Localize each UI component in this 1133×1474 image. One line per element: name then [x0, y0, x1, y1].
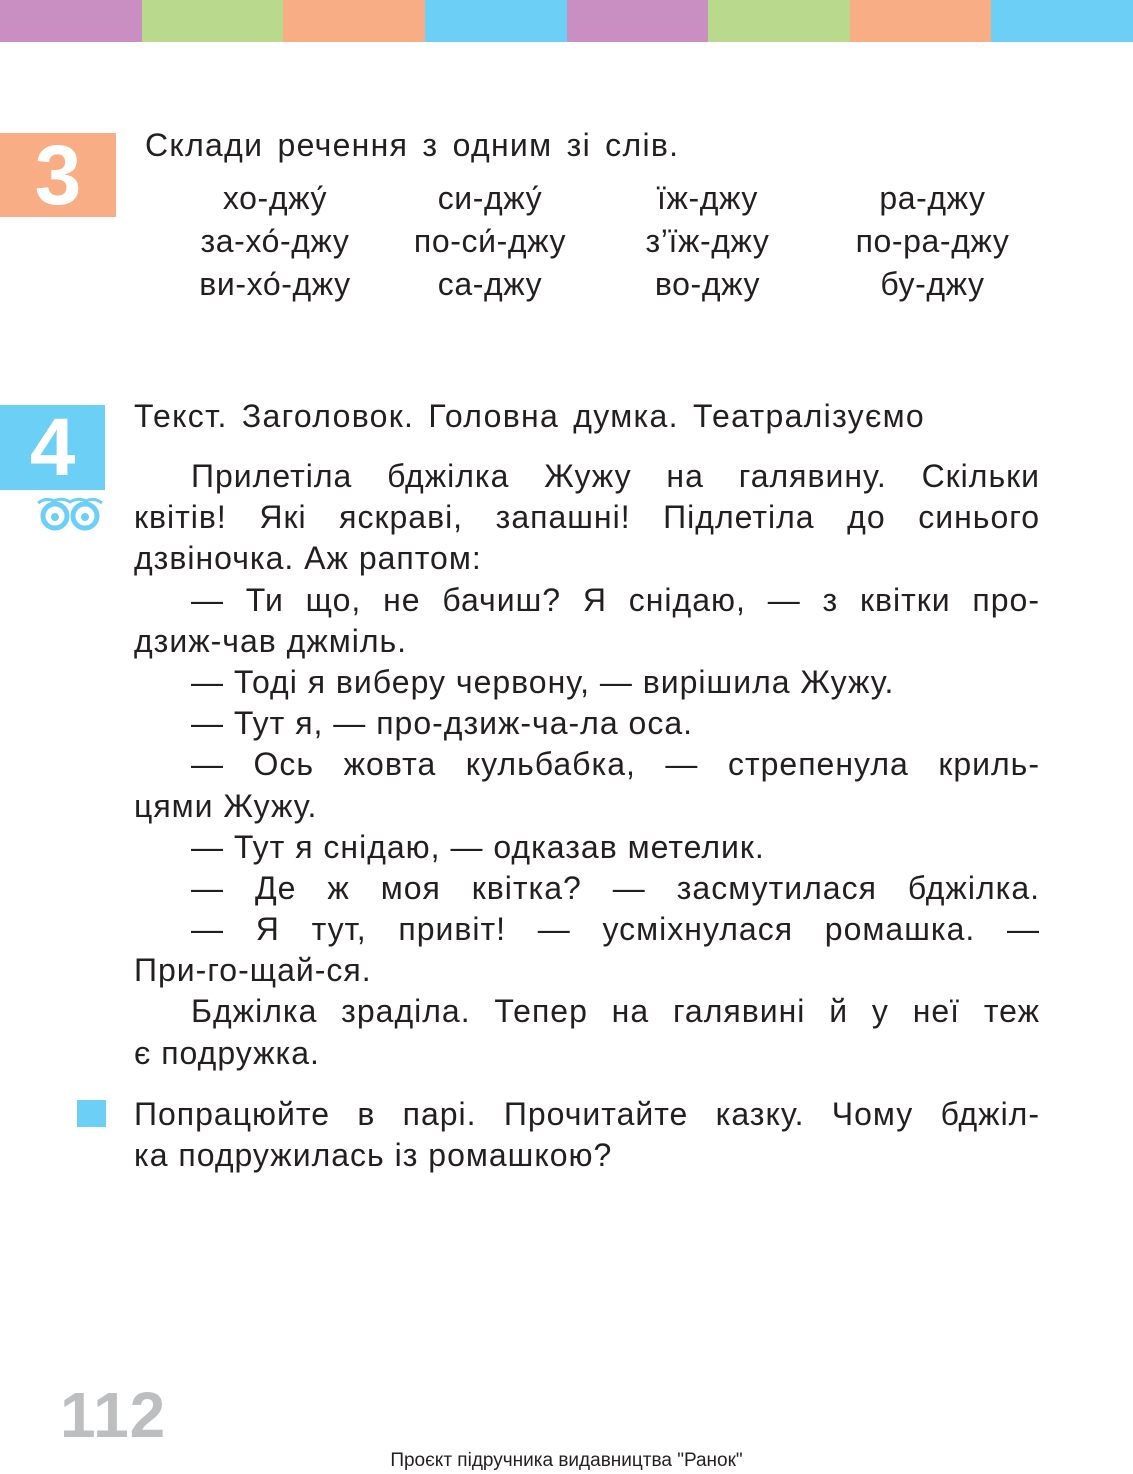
story-line: дзиж-чав джміль.: [134, 622, 408, 659]
exercise-3-title: Склади речення з одним зі слів.: [145, 127, 680, 163]
publisher-note: Проєкт підручника видавництва "Ранок": [390, 1450, 743, 1471]
owl-eyes-icon: [36, 497, 104, 531]
story-line: дзвіночка. Аж раптом:: [134, 540, 482, 577]
color-bar-segment: [567, 0, 709, 42]
color-bar-segment: [142, 0, 284, 42]
story-line: квітів! Які яскраві, запашні! Підлетіла до синього: [134, 499, 1040, 536]
page-number: 112: [60, 1379, 167, 1451]
word-row: [160, 180, 1040, 223]
word-row: [160, 223, 1040, 266]
story-line: При-го-щай-ся.: [134, 952, 372, 989]
story-line: Бджілка зраділа. Тепер на галявині й у неї теж: [191, 993, 1040, 1030]
exercise-4-number-badge: 4: [0, 405, 105, 490]
story-line: — Я тут, привіт! — усміхнулася ромашка. —: [191, 911, 1040, 948]
word-cell: за-хо́-джу: [200, 223, 350, 259]
pair-work-task: [134, 1094, 1040, 1176]
word-cell: по-ра-джу: [855, 223, 1010, 259]
word-cell: са-джу: [437, 266, 543, 302]
pair-work-square-icon: [77, 1100, 106, 1127]
story-line: — Де ж моя квітка? — засмутилася бджілка.: [191, 869, 1040, 906]
task-line: ка подружилась із ромашкою?: [134, 1137, 613, 1173]
exercise-3-number-badge: 3: [0, 133, 116, 217]
word-cell: їж-джу: [657, 180, 758, 216]
word-cell: си-джу́: [437, 180, 543, 216]
word-cell: хо-джу́: [222, 180, 328, 216]
word-cell: во-джу: [654, 266, 761, 302]
story-line: Прилетіла бджілка Жужу на галявину. Скільки: [191, 458, 1040, 494]
story-line: — Тут я снідаю, — одказав метелик.: [191, 828, 765, 865]
story-line: — Ти що, не бачиш? Я снідаю, — з квітки про-: [191, 581, 1040, 618]
story-line: — Тут я, — про-дзиж-ча-ла оса.: [191, 705, 694, 742]
word-cell: по-си́-джу: [413, 223, 567, 259]
task-line: Попрацюйте в парі. Прочитайте казку. Чому бджіл-: [134, 1096, 1040, 1132]
top-color-bar: [0, 0, 1133, 42]
color-bar-segment: [991, 0, 1133, 42]
word-cell: бу-джу: [880, 266, 985, 302]
story-text: [134, 456, 1040, 1074]
story-line: — Ось жовта кульбабка, — стрепенула криль-: [191, 746, 1040, 783]
word-cell: ви-хо́-джу: [199, 266, 351, 302]
color-bar-segment: [708, 0, 850, 42]
story-line: цями Жужу.: [134, 787, 318, 824]
color-bar-segment: [850, 0, 992, 42]
exercise-3-word-grid: [160, 180, 1040, 309]
color-bar-segment: [0, 0, 142, 42]
color-bar-segment: [425, 0, 567, 42]
exercise-4-title: Текст. Заголовок. Головна думка. Театралізуємо: [134, 398, 926, 434]
color-bar-segment: [283, 0, 425, 42]
story-line: — Тоді я виберу червону, — вирішила Жужу.: [191, 663, 895, 700]
word-cell: з’їж-джу: [645, 223, 770, 259]
story-line: є подружка.: [134, 1034, 320, 1071]
word-row: [160, 266, 1040, 309]
word-cell: ра-джу: [879, 180, 986, 216]
